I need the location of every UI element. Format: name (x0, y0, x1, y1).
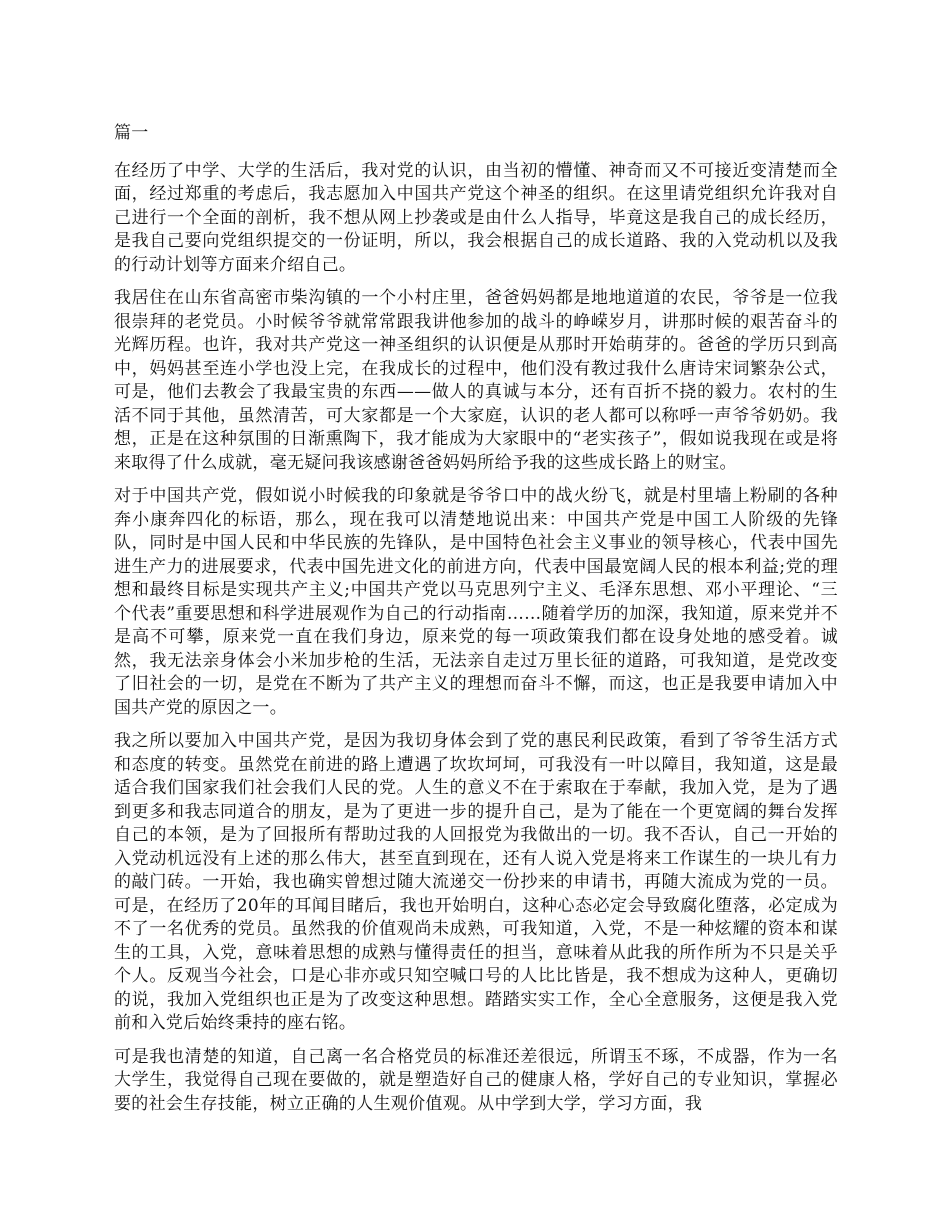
paragraph-1: 在经历了中学、大学的生活后，我对党的认识，由当初的懵懂、神奇而又不可接近变清楚而全面，经过郑重的考虑后，我志愿加入中国共产党这个神圣的组织。在这里请党组织允许我对自己进行一个全面的剖析，我不想从网上抄袭或是由什么人指导，毕竟这是我自己的成长经历，是我自己要向党组织提交的一份证明，所以，我会根据自己的成长道路、我的入党动机以及我的行动计划等方面来介绍自己。 (114, 160, 838, 275)
paragraph-4: 我之所以要加入中国共产党，是因为我切身体会到了党的惠民利民政策，看到了爷爷生活方式和态度的转变。虽然党在前进的路上遭遇了坎坎坷坷，可我没有一叶以障目，我知道，这是最适合我们国家我们社会我们人民的党。人生的意义不在于索取在于奉献，我加入党，是为了遇到更多和我志同道合的朋友，是为了更进一步的提升自己，是为了能在一个更宽阔的舞台发挥自己的本领，是为了回报所有帮助过我的人回报党为我做出的一切。我不否认，自己一开始的入党动机远没有上述的那么伟大，甚至直到现在，还有人说入党是将来工作谋生的一块儿有力的敲门砖。一开始，我也确实曾想过随大流递交一份抄来的申请书，再随大流成为党的一员。可是，在经历了20年的耳闻目睹后，我也开始明白，这种心态必定会导致腐化堕落，必定成为不了一名优秀的党员。虽然我的价值观尚未成熟，可我知道，入党，不是一种炫耀的资本和谋生的工具，入党，意味着思想的成熟与懂得责任的担当，意味着从此我的所作所为不只是关乎个人。反观当今社会，口是心非亦或只知空喊口号的人比比皆是，我不想成为这种人，更确切的说，我加入党组织也正是为了改变这种思想。踏踏实实工作，全心全意服务，这便是我入党前和入党后始终秉持的座右铭。 (114, 731, 838, 1033)
document-page (114, 122, 838, 1126)
paragraph-2: 我居住在山东省高密市柴沟镇的一个小村庄里，爸爸妈妈都是地地道道的农民，爷爷是一位我很崇拜的老党员。小时候爷爷就常常跟我讲他参加的战斗的峥嵘岁月，讲那时候的艰苦奋斗的光辉历程。也许，我对共产党这一神圣组织的认识便是从那时开始萌芽的。爸爸的学历只到高中，妈妈甚至连小学也没上完，在我成长的过程中，他们没有教过我什么唐诗宋词繁杂公式，可是，他们去教会了我最宝贵的东西——做人的真诚与本分，还有百折不挠的毅力。农村的生活不同于其他，虽然清苦，可大家都是一个大家庭，认识的老人都可以称呼一声爷爷奶奶。我想，正是在这种氛围的日渐熏陶下，我才能成为大家眼中的“老实孩子”，假如说我现在或是将来取得了什么成就，毫无疑问我该感谢爸爸妈妈所给予我的这些成长路上的财宝。 (114, 288, 838, 473)
paragraph-5: 可是我也清楚的知道，自己离一名合格党员的标准还差很远，所谓玉不琢，不成器，作为一名大学生，我觉得自己现在要做的，就是塑造好自己的健康人格，学好自己的专业知识，掌握必要的社会生存技能，树立正确的人生观价值观。从中学到大学，学习方面，我 (114, 1046, 838, 1114)
paragraph-3: 对于中国共产党，假如说小时候我的印象就是爷爷口中的战火纷飞，就是村里墙上粉刷的各种奔小康奔四化的标语，那么，现在我可以清楚地说出来：中国共产党是中国工人阶级的先锋队，同时是中国人民和中华民族的先锋队，是中国特色社会主义事业的领导核心，代表中国先进生产力的进展要求，代表中国先进文化的前进方向，代表中国最宽阔人民的根本利益;党的理想和最终目标是实现共产主义;中国共产党以马克思列宁主义、毛泽东思想、邓小平理论、“三个代表”重要思想和科学进展观作为自己的行动指南……随着学历的加深，我知道，原来党并不是高不可攀，原来党一直在我们身边，原来党的每一项政策我们都在设身处地的感受着。诚然，我无法亲身体会小米加步枪的生活，无法亲自走过万里长征的道路，可我知道，是党改变了旧社会的一切，是党在不断为了共产主义的理想而奋斗不懈，而这，也正是我要申请加入中国共产党的原因之一。 (114, 486, 838, 718)
section-heading: 篇一 (114, 123, 149, 143)
